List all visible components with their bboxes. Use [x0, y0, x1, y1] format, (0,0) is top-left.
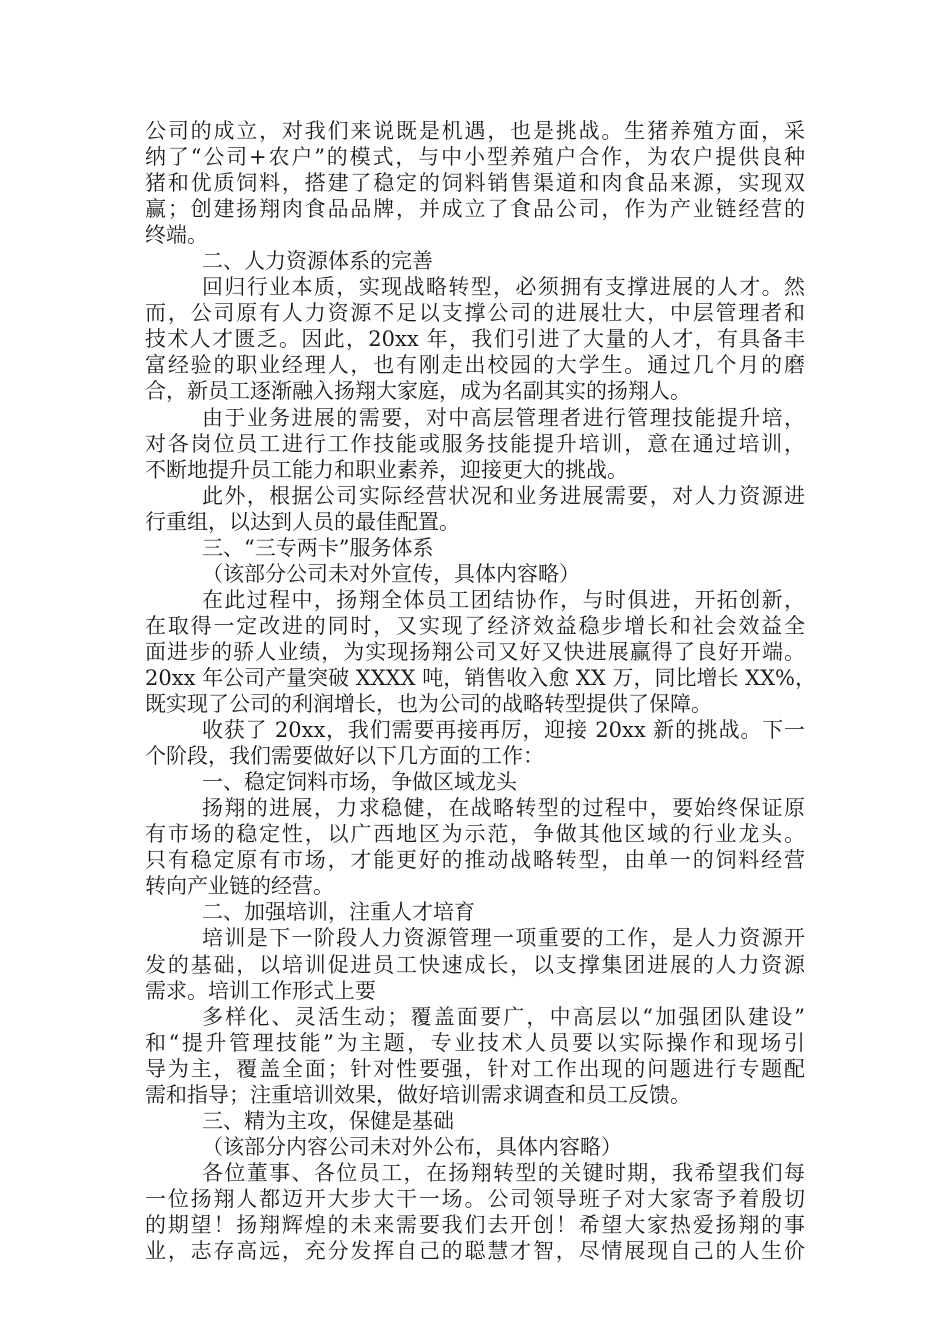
text-line: 一位扬翔人都迈开大步大干一场。公司领导班子对大家寄予着殷切	[145, 1186, 805, 1211]
text-line: 纳了“公司+农户”的模式，与中小型养殖户合作，为农户提供良种	[145, 145, 805, 170]
text-line: 对各岗位员工进行工作技能或服务技能提升培训，意在通过培训，	[145, 431, 805, 456]
text-line: 此外，根据公司实际经营状况和业务进展需要，对人力资源进	[202, 483, 805, 508]
text-line: 的期望！扬翔辉煌的未来需要我们去开创！希望大家热爱扬翔的事	[145, 1212, 805, 1237]
text-line: 面进步的骄人业绩，为实现扬翔公司又好又快进展赢得了良好开端。	[145, 639, 805, 664]
document-body	[145, 118, 817, 1264]
text-line: 赢；创建扬翔肉食品品牌，并成立了食品公司，作为产业链经营的	[145, 197, 805, 222]
text-line: 二、人力资源体系的完善	[202, 249, 433, 274]
text-line: 既实现了公司的利润增长，也为公司的战略转型提供了保障。	[145, 692, 712, 717]
text-line: 合，新员工逐渐融入扬翔大家庭，成为名副其实的扬翔人。	[145, 379, 691, 404]
text-line: 不断地提升员工能力和职业素养，迎接更大的挑战。	[145, 457, 628, 482]
text-line: 行重组，以达到人员的最佳配置。	[145, 509, 460, 534]
text-line: 技术人才匮乏。因此，20xx 年，我们引进了大量的人才，有具备丰	[145, 327, 805, 352]
text-line: 导为主，覆盖全面；针对性要强，针对工作出现的问题进行专题配	[145, 1056, 805, 1081]
text-line: 在取得一定改进的同时，又实现了经济效益稳步增长和社会效益全	[145, 613, 805, 638]
text-line: 和“提升管理技能”为主题，专业技术人员要以实际操作和现场引	[145, 1030, 805, 1055]
text-line: 业，志存高远，充分发挥自己的聪慧才智，尽情展现自己的人生价	[145, 1239, 805, 1264]
text-line: 回归行业本质，实现战略转型，必须拥有支撑进展的人才。然	[202, 275, 805, 300]
text-line: 终端。	[145, 223, 208, 248]
text-line: 需和指导；注重培训效果，做好培训需求调查和员工反馈。	[145, 1082, 691, 1107]
text-line: （该部分内容公司未对外公布，具体内容略）	[202, 1134, 622, 1159]
text-line: 有市场的稳定性，以广西地区为示范，争做其他区域的行业龙头。	[145, 822, 805, 847]
text-line: 扬翔的进展，力求稳健，在战略转型的过程中，要始终保证原	[202, 796, 805, 821]
text-line: 二、加强培训，注重人才培育	[202, 900, 475, 925]
text-line: 各位董事、各位员工，在扬翔转型的关键时期，我希望我们每	[202, 1160, 805, 1185]
text-line: 收获了 20xx，我们需要再接再厉，迎接 20xx 新的挑战。下一	[202, 718, 805, 743]
text-line: 一、稳定饲料市场，争做区域龙头	[202, 770, 517, 795]
text-line: （该部分公司未对外宣传，具体内容略）	[202, 561, 580, 586]
text-line: 在此过程中，扬翔全体员工团结协作，与时俱进，开拓创新，	[202, 587, 805, 612]
text-line: 转向产业链的经营。	[145, 874, 334, 899]
text-line: 个阶段，我们需要做好以下几方面的工作：	[145, 744, 544, 769]
text-line: 多样化、灵活生动；覆盖面要广，中高层以“加强团队建设”	[202, 1004, 805, 1029]
text-line: 富经验的职业经理人，也有刚走出校园的大学生。通过几个月的磨	[145, 353, 805, 378]
text-line: 发的基础，以培训促进员工快速成长，以支撑集团进展的人力资源	[145, 952, 805, 977]
text-line: 由于业务进展的需要，对中高层管理者进行管理技能提升培，	[202, 405, 805, 430]
text-line: 需求。培训工作形式上要	[145, 978, 376, 1003]
text-line: 三、“三专两卡”服务体系	[202, 535, 434, 560]
text-line: 20xx 年公司产量突破 XXXX 吨，销售收入愈 XX 万，同比增长 XX%，	[145, 665, 817, 690]
text-line: 三、精为主攻，保健是基础	[202, 1108, 454, 1133]
text-line: 培训是下一阶段人力资源管理一项重要的工作，是人力资源开	[202, 926, 805, 951]
text-line: 而，公司原有人力资源不足以支撑公司的进展壮大，中层管理者和	[145, 301, 805, 326]
text-line: 猪和优质饲料，搭建了稳定的饲料销售渠道和肉食品来源，实现双	[145, 171, 805, 196]
text-line: 只有稳定原有市场，才能更好的推动战略转型，由单一的饲料经营	[145, 848, 805, 873]
text-line: 公司的成立，对我们来说既是机遇，也是挑战。生猪养殖方面，采	[145, 119, 805, 143]
